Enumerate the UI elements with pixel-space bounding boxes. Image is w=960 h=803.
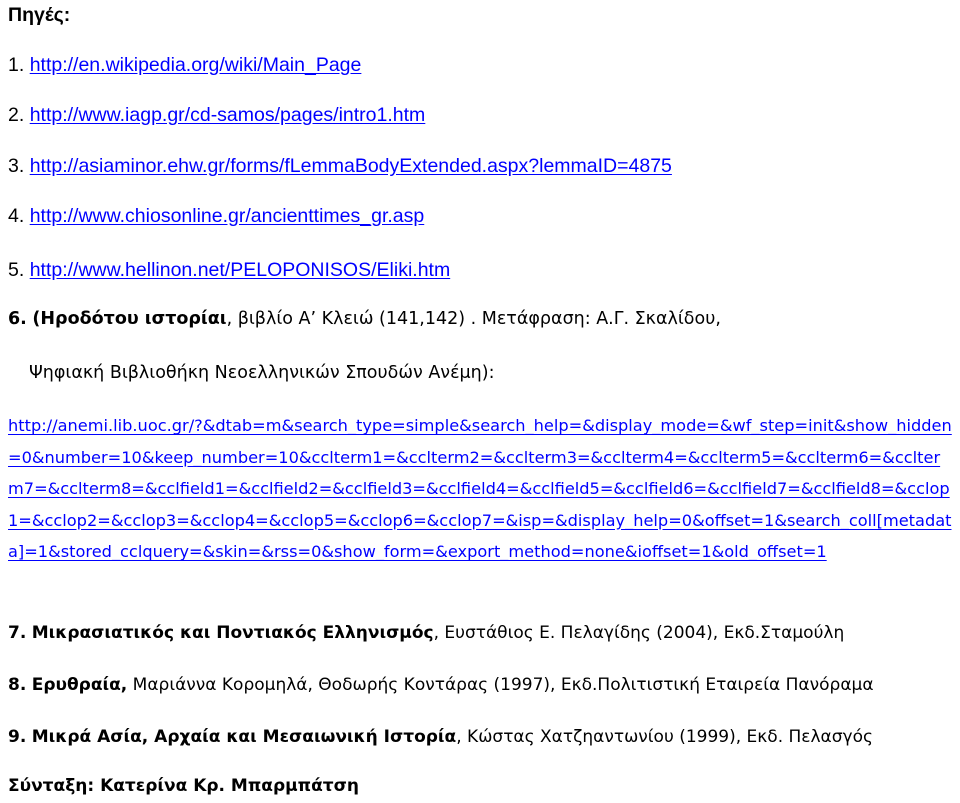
- list-item: [8, 157, 672, 177]
- item-number: 6.: [8, 309, 27, 329]
- item-number: 4.: [8, 205, 25, 227]
- book-title: Μικρά Ασία, Αρχαία και Μεσαιωνική Ιστορία: [31, 727, 457, 747]
- book-title: Μικρασιατικός και Ποντιακός Ελληνισμός: [31, 623, 434, 643]
- book-details: , Κώστας Χατζηαντωνίου (1999), Εκδ. Πελασγός: [456, 727, 873, 747]
- item-number: 1.: [8, 54, 25, 76]
- herodotus-title: (Ηροδότου ιστορίαι: [32, 309, 227, 329]
- item-number: 9.: [8, 727, 27, 747]
- item-number: 7.: [8, 623, 27, 643]
- compiler-credit: [8, 778, 359, 795]
- list-item: [8, 261, 450, 281]
- herodotus-details: , βιβλίο Α’ Κλειώ (141,142) . Μετάφραση: Α.Γ. Σκαλίδου,: [226, 309, 721, 329]
- list-item: [8, 311, 721, 329]
- item-number: 3.: [8, 155, 25, 177]
- page-title: [8, 6, 70, 26]
- item-number: 8.: [8, 675, 27, 695]
- item-number: 2.: [8, 104, 25, 126]
- anemi-caption: Ψηφιακή Βιβλιοθήκη Νεοελληνικών Σπουδών Ανέμη):: [29, 363, 495, 383]
- source-link-4[interactable]: http://www.chiosonline.gr/ancienttimes_gr.asp: [29, 205, 425, 227]
- list-item: [8, 677, 874, 694]
- source-link-1[interactable]: http://en.wikipedia.org/wiki/Main_Page: [29, 54, 362, 76]
- sources-heading: Πηγές:: [8, 4, 71, 26]
- source-link-5[interactable]: http://www.hellinon.net/PELOPONISOS/Eliki.htm: [29, 259, 451, 281]
- anemi-link[interactable]: http://anemi.lib.uoc.gr/?&dtab=m&search_type=simple&search_help=&display_mode=&wf_step=init&show_hidden=0&number=10&keep_number=10&cclterm1=&cclterm2=&cclterm3=&cclterm4=&cclterm5=&cclterm6=&cclterm7=&cclterm8=&cclfield1=&cclfield2=&cclfield3=&cclfield4=&cclfield5=&cclfield6=&cclfield7=&cclfield8=&cclop1=&cclop2=&cclop3=&cclop4=&cclop5=&cclop6=&cclop7=&isp=&display_help=0&offset=1&search_coll[metadata]=1&stored_cclquery=&skin=&rss=0&show_form=&export_method=none&ioffset=1&old_offset=1: [8, 416, 952, 561]
- list-item: [8, 207, 424, 227]
- source-link-3[interactable]: http://asiaminor.ehw.gr/forms/fLemmaBodyExtended.aspx?lemmaID=4875: [29, 155, 672, 177]
- list-item: [8, 625, 844, 642]
- book-title: Ερυθραία,: [31, 675, 128, 695]
- compiler-text: Σύνταξη: Κατερίνα Κρ. Μπαρμπάτση: [8, 776, 359, 796]
- list-item: [8, 106, 425, 126]
- book-details: , Ευστάθιος Ε. Πελαγίδης (2004), Εκδ.Σταμούλη: [433, 623, 845, 643]
- item-number: 5.: [8, 259, 25, 281]
- book-details: Μαριάννα Κορομηλά, Θοδωρής Κοντάρας (1997), Εκδ.Πολιτιστική Εταιρεία Πανόραμα: [127, 675, 874, 695]
- source-link-2[interactable]: http://www.iagp.gr/cd-samos/pages/intro1.htm: [29, 104, 426, 126]
- list-item: [8, 56, 361, 76]
- list-item: [8, 729, 873, 746]
